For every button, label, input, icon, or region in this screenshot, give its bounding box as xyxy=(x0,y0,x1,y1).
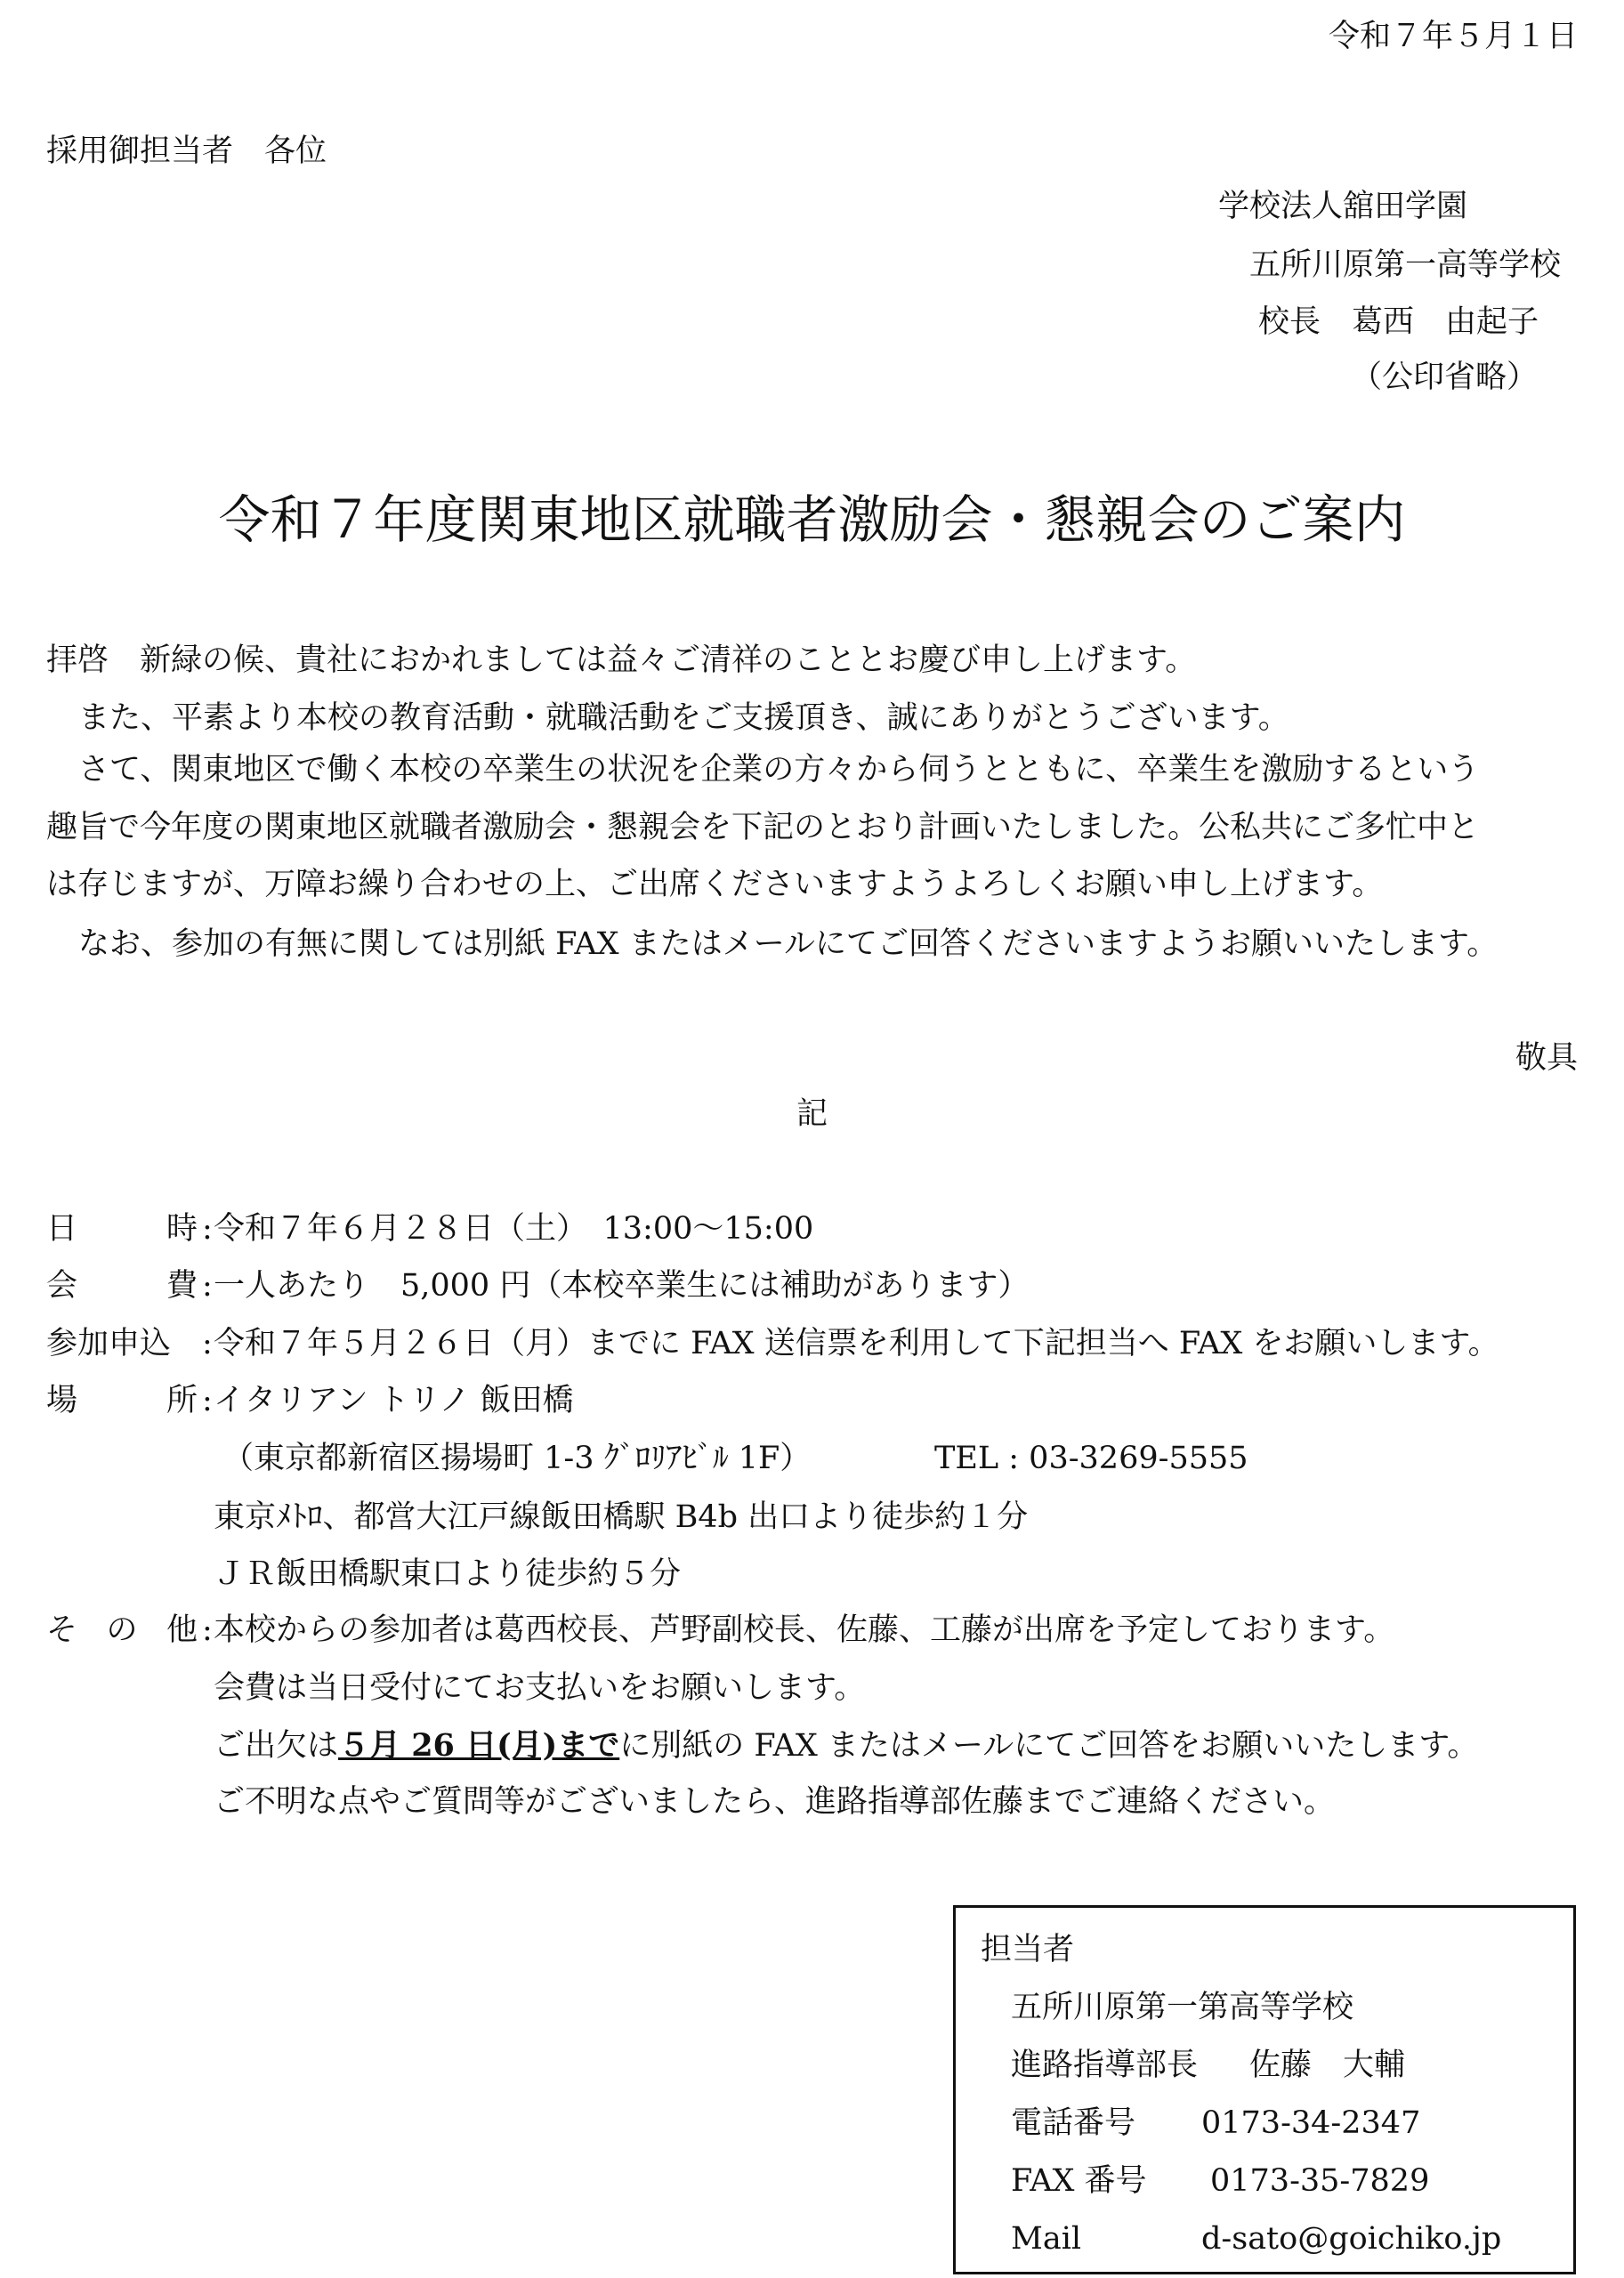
body-line-1: 拝啓 新緑の候、貴社におかれましては益々ご清祥のこととお慶び申し上げます。 xyxy=(46,642,1197,678)
detail-place xyxy=(0,1385,1624,1421)
place-label-a: 場 xyxy=(46,1383,78,1418)
apply-value: 令和７年５月２６日（月）までに FAX 送信票を利用して下記担当へ FAX をお願いします。 xyxy=(214,1326,1499,1361)
contact-dept-label: 進路指導部長 xyxy=(1011,2048,1199,2083)
body-line-2: また、平素より本校の教育活動・就職活動をご支援頂き、誠にありがとうございます。 xyxy=(78,700,1289,736)
apply-label: 参加申込 xyxy=(46,1326,172,1361)
colon: : xyxy=(202,1268,213,1304)
other-line-2: 会費は当日受付にてお支払いをお願いします。 xyxy=(214,1670,866,1706)
colon: : xyxy=(202,1211,213,1247)
body-line-3: さて、関東地区で働く本校の卒業生の状況を企業の方々から伺うとともに、卒業生を激励するという xyxy=(78,752,1480,788)
contact-fax-value: 0173-35-7829 xyxy=(1210,2163,1430,2199)
contact-school: 五所川原第一第高等学校 xyxy=(1011,1990,1354,2025)
document-title: 令和７年度関東地区就職者激励会・懇親会のご案内 xyxy=(218,489,1406,550)
place-tel: TEL : 03-3269-5555 xyxy=(934,1441,1248,1476)
contact-dept-name: 佐藤 大輔 xyxy=(1249,2048,1406,2083)
sender-school: 五所川原第一高等学校 xyxy=(1249,247,1562,283)
other-line-3-pre: ご出欠は xyxy=(214,1728,339,1764)
fee-label-b: 費 xyxy=(166,1268,198,1304)
detail-other xyxy=(0,1612,1624,1651)
body-line-5: は存じますが、万障お繰り合わせの上、ご出席くださいますようよろしくお願い申し上げます。 xyxy=(46,867,1384,902)
closing-keigu: 敬具 xyxy=(1515,1040,1578,1076)
other-line-4: ご不明な点やご質問等がございましたら、進路指導部佐藤までご連絡ください。 xyxy=(214,1784,1336,1820)
access-metro: 東京ﾒﾄﾛ、都営大江戸線飯田橋駅 B4b 出口より徒歩約１分 xyxy=(214,1499,1029,1535)
body-line-4: 趣旨で今年度の関東地区就職者激励会・懇親会を下記のとおり計画いたしました。公私共にご多忙中と xyxy=(46,810,1480,845)
access-jr: ＪＲ飯田橋駅東口より徒歩約５分 xyxy=(214,1556,682,1592)
contact-box xyxy=(953,1905,1576,2274)
other-line-1: 本校からの参加者は葛西校長、芦野副校長、佐藤、工藤が出席を予定しております。 xyxy=(214,1612,1395,1648)
colon: : xyxy=(202,1383,213,1418)
contact-phone-label: 電話番号 xyxy=(1011,2105,1136,2141)
colon: : xyxy=(202,1612,213,1648)
sender-principal: 校長 葛西 由起子 xyxy=(1258,304,1539,340)
place-value: イタリアン トリノ 飯田橋 xyxy=(214,1383,574,1418)
contact-heading: 担当者 xyxy=(981,1932,1075,1967)
other-line-3-post: に別紙の FAX またはメールにてご回答をお願いいたします。 xyxy=(619,1728,1479,1764)
other-label-a: そ xyxy=(46,1612,78,1648)
contact-mail-label: Mail xyxy=(1011,2221,1082,2257)
other-label-b: の xyxy=(106,1612,138,1648)
contact-mail-value[interactable]: d-sato@goichiko.jp xyxy=(1201,2221,1502,2257)
place-address: （東京都新宿区揚場町 1-3 ｸﾞﾛﾘｱﾋﾞﾙ 1F） xyxy=(222,1441,812,1476)
colon: : xyxy=(202,1326,213,1361)
contact-phone-value: 0173-34-2347 xyxy=(1201,2105,1421,2141)
fee-label-a: 会 xyxy=(46,1268,78,1304)
other-line-3 xyxy=(214,1727,1479,1764)
datetime-label-b: 時 xyxy=(166,1211,198,1247)
ki-heading: 記 xyxy=(796,1096,828,1132)
detail-fee xyxy=(0,1268,1624,1306)
addressee: 採用御担当者 各位 xyxy=(46,133,327,169)
seal-omitted-note: （公印省略） xyxy=(1351,359,1539,395)
body-line-6: なお、参加の有無に関しては別紙 FAX またはメールにてご回答くださいますようお願いいたします。 xyxy=(78,926,1499,962)
other-label-c: 他 xyxy=(166,1612,198,1648)
document-date: 令和７年５月１日 xyxy=(1328,19,1578,54)
place-label-b: 所 xyxy=(166,1383,198,1418)
fee-value: 一人あたり 5,000 円（本校卒業生には補助があります） xyxy=(214,1268,1030,1304)
datetime-label-a: 日 xyxy=(46,1211,78,1247)
contact-fax-label: FAX 番号 xyxy=(1011,2163,1147,2199)
sender-organization: 学校法人舘田学園 xyxy=(1218,189,1468,224)
datetime-value: 令和７年６月２８日（土） 13:00～15:00 xyxy=(214,1211,814,1247)
detail-datetime xyxy=(0,1211,1624,1249)
detail-apply xyxy=(0,1326,1624,1364)
rsvp-deadline: ５月 26 日(月)まで xyxy=(338,1727,620,1764)
